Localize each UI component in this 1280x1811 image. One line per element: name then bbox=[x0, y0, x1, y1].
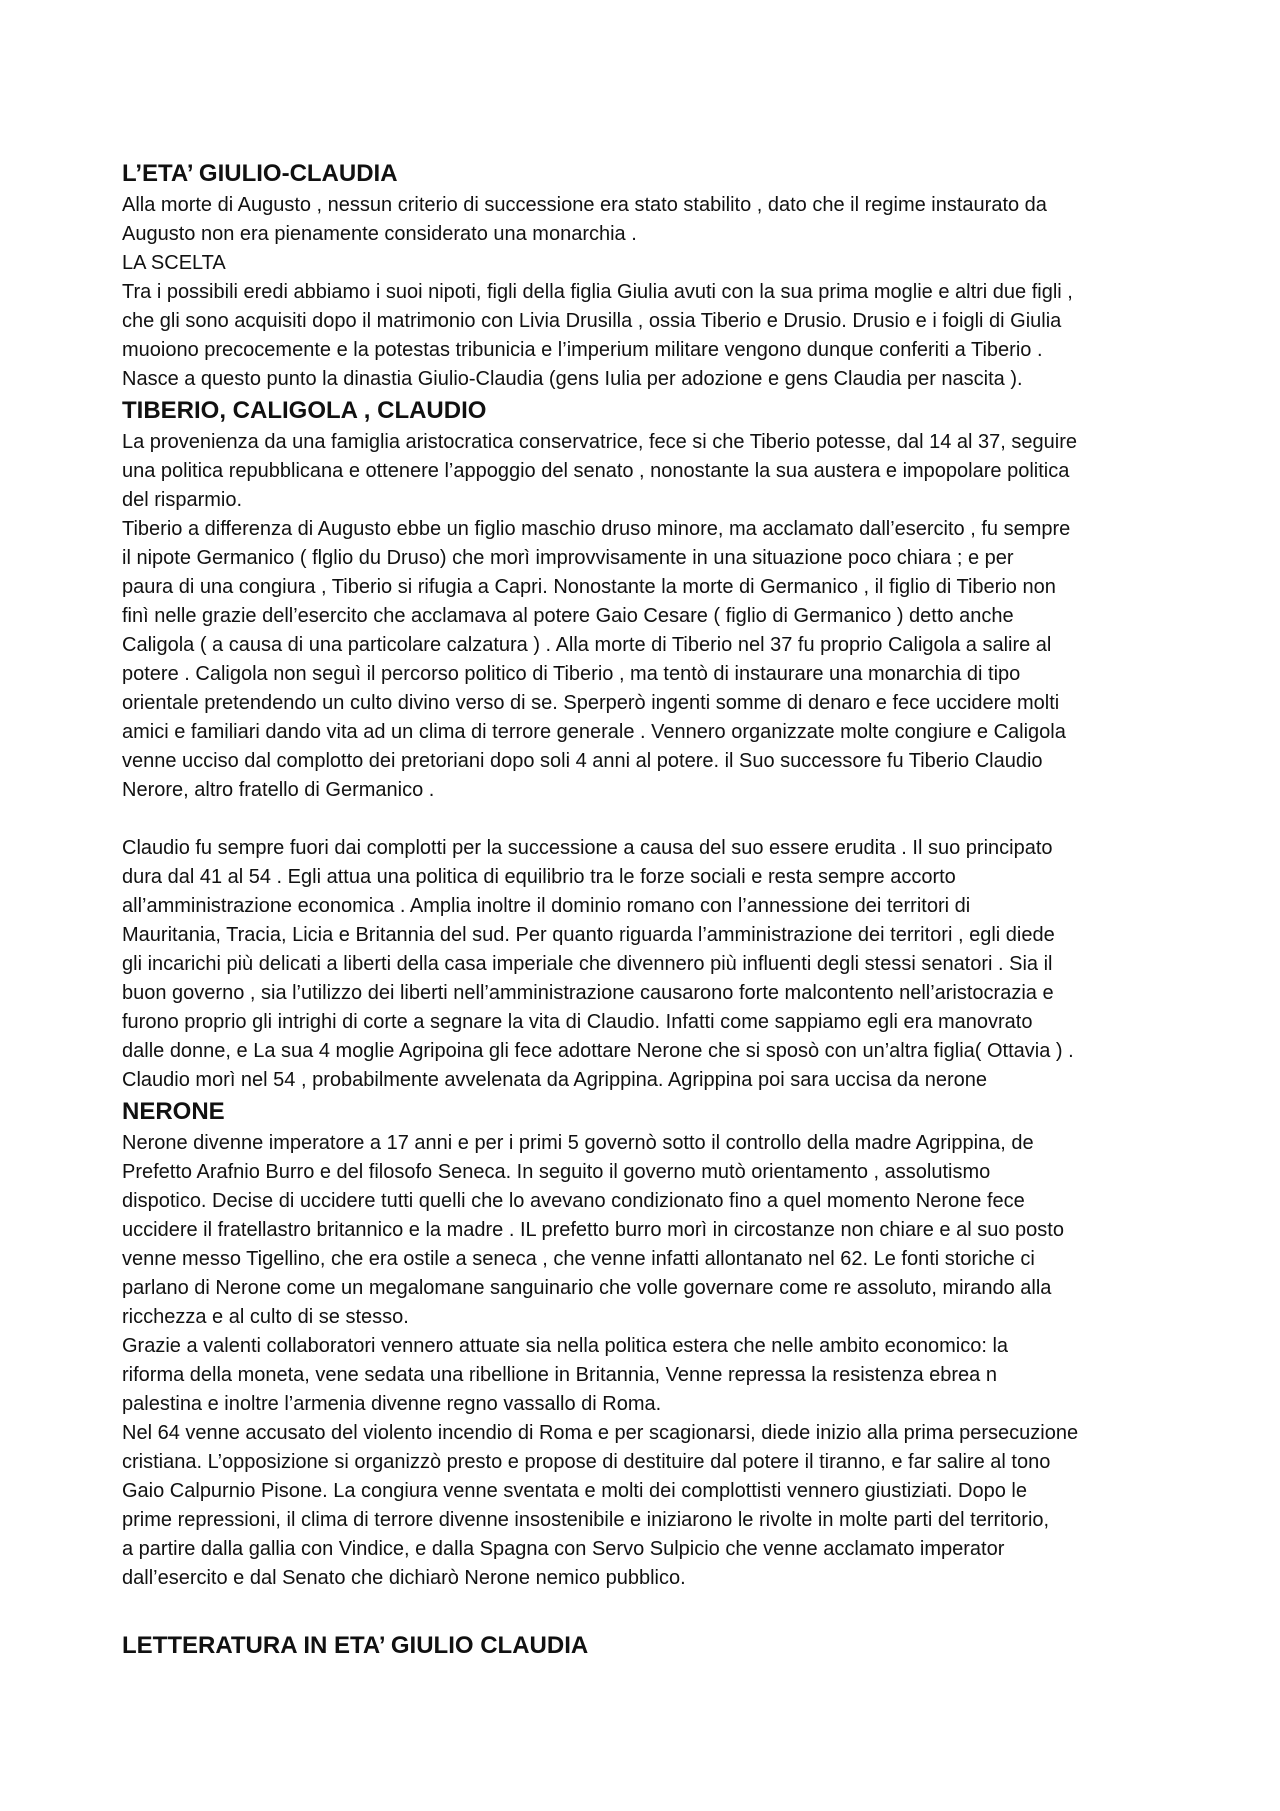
paragraph-line: una politica repubblicana e ottenere l’appoggio del senato , nonostante la sua austera e impopolare politica bbox=[122, 460, 1070, 482]
paragraph-line: dura dal 41 al 54 . Egli attua una politica di equilibrio tra le forze sociali e resta sempre accorto bbox=[122, 866, 956, 888]
paragraph-line: Claudio fu sempre fuori dai complotti per la successione a causa del suo essere erudita . Il suo principato bbox=[122, 837, 1053, 859]
paragraph-line: uccidere il fratellastro britannico e la madre . IL prefetto burro morì in circostanze non chiare e al suo posto bbox=[122, 1219, 1064, 1241]
paragraph-line: venne ucciso dal complotto dei pretoriani dopo soli 4 anni al potere. il Suo successore fu Tiberio Claudio bbox=[122, 750, 1043, 772]
paragraph-line: a partire dalla gallia con Vindice, e dalla Spagna con Servo Sulpicio che venne acclamato imperator bbox=[122, 1538, 1005, 1560]
paragraph-line: Tiberio a differenza di Augusto ebbe un figlio maschio druso minore, ma acclamato dall’esercito , fu sempre bbox=[122, 518, 1071, 540]
paragraph-line: ricchezza e al culto di se stesso. bbox=[122, 1306, 409, 1328]
paragraph-line: Caligola ( a causa di una particolare calzatura ) . Alla morte di Tiberio nel 37 fu proprio Caligola a salire al bbox=[122, 634, 1052, 656]
paragraph-line: Tra i possibili eredi abbiamo i suoi nipoti, figli della figlia Giulia avuti con la sua prima moglie e altri due figli , bbox=[122, 281, 1073, 303]
paragraph-line: del risparmio. bbox=[122, 489, 243, 511]
paragraph-line: Nerore, altro fratello di Germanico . bbox=[122, 779, 435, 801]
paragraph-line: potere . Caligola non seguì il percorso politico di Tiberio , ma tentò di instaurare una monarchia di tipo bbox=[122, 663, 1021, 685]
paragraph-line: il nipote Germanico ( flglio du Druso) che morì improvvisamente in una situazione poco chiara ; e per bbox=[122, 547, 1014, 569]
paragraph-line: furono proprio gli intrighi di corte a segnare la vita di Claudio. Infatti come sappiamo egli era manovrato bbox=[122, 1011, 1033, 1033]
paragraph-line: paura di una congiura , Tiberio si rifugia a Capri. Nonostante la morte di Germanico , il figlio di Tiberio non bbox=[122, 576, 1056, 598]
paragraph-line: dalle donne, e La sua 4 moglie Agripoina gli fece adottare Nerone che si sposò con un’altra figlia( Ottavia ) . bbox=[122, 1040, 1074, 1062]
section-heading-tiberio-caligola-claudio: TIBERIO, CALIGOLA , CLAUDIO bbox=[122, 397, 487, 424]
paragraph-line: riforma della moneta, vene sedata una ribellione in Britannia, Venne repressa la resistenza ebrea n bbox=[122, 1364, 997, 1386]
section-heading-letteratura: LETTERATURA IN ETA’ GIULIO CLAUDIA bbox=[122, 1632, 589, 1659]
paragraph-line: Nerone divenne imperatore a 17 anni e per i primi 5 governò sotto il controllo della madre Agrippina, de bbox=[122, 1132, 1034, 1154]
paragraph-line: dispotico. Decise di uccidere tutti quelli che lo avevano condizionato fino a quel momento Nerone fece bbox=[122, 1190, 1025, 1212]
paragraph-line: cristiana. L’opposizione si organizzò presto e propose di destituire dal potere il tiranno, e far salire al tono bbox=[122, 1451, 1051, 1473]
paragraph-line: finì nelle grazie dell’esercito che acclamava al potere Gaio Cesare ( figlio di Germanico ) detto anche bbox=[122, 605, 1014, 627]
paragraph-line: Mauritania, Tracia, Licia e Britannia del sud. Per quanto riguarda l’amministrazione dei territori , egli diede bbox=[122, 924, 1055, 946]
paragraph-line: dall’esercito e dal Senato che dichiarò Nerone nemico pubblico. bbox=[122, 1567, 686, 1589]
paragraph-line: Grazie a valenti collaboratori vennero attuate sia nella politica estera che nelle ambito economico: la bbox=[122, 1335, 1009, 1357]
paragraph-line: che gli sono acquisiti dopo il matrimonio con Livia Drusilla , ossia Tiberio e Drusio. Drusio e i foigli di Giulia bbox=[122, 310, 1062, 332]
paragraph-line: muoiono precocemente e la potestas tribunicia e l’imperium militare vengono dunque conferiti a Tiberio . bbox=[122, 339, 1043, 361]
blank-line bbox=[122, 805, 1172, 834]
paragraph-line: Nel 64 venne accusato del violento incendio di Roma e per scagionarsi, diede inizio alla prima persecuzione bbox=[122, 1422, 1079, 1444]
paragraph-line: gli incarichi più delicati a liberti della casa imperiale che divennero più influenti degli stessi senatori . Sia il bbox=[122, 953, 1053, 975]
document-page bbox=[122, 155, 1172, 1663]
paragraph-line: venne messo Tigellino, che era ostile a seneca , che venne infatti allontanato nel 62. Le fonti storiche ci bbox=[122, 1248, 1035, 1270]
paragraph-line: prime repressioni, il clima di terrore divenne insostenibile e iniziarono le rivolte in molte parti del territorio, bbox=[122, 1509, 1050, 1531]
paragraph-line: Alla morte di Augusto , nessun criterio di successione era stato stabilito , dato che il regime instaurato da bbox=[122, 194, 1047, 216]
subheading-la-scelta: LA SCELTA bbox=[122, 252, 226, 274]
blank-line bbox=[122, 1593, 1172, 1629]
paragraph-line: amici e familiari dando vita ad un clima di terrore generale . Vennero organizzate molte congiure e Caligola bbox=[122, 721, 1066, 743]
paragraph-line: palestina e inoltre l’armenia divenne regno vassallo di Roma. bbox=[122, 1393, 662, 1415]
paragraph-line: Claudio morì nel 54 , probabilmente avvelenata da Agrippina. Agrippina poi sara uccisa da nerone bbox=[122, 1069, 987, 1091]
section-heading-nerone: NERONE bbox=[122, 1098, 225, 1125]
paragraph-line: buon governo , sia l’utilizzo dei liberti nell’amministrazione causarono forte malcontento nell’aristocrazia e bbox=[122, 982, 1054, 1004]
paragraph-line: parlano di Nerone come un megalomane sanguinario che volle governare come re assoluto, mirando alla bbox=[122, 1277, 1052, 1299]
paragraph-line: all’amministrazione economica . Amplia inoltre il dominio romano con l’annessione dei territori di bbox=[122, 895, 971, 917]
section-heading-eta-giulio-claudia: L’ETA’ GIULIO-CLAUDIA bbox=[122, 160, 398, 187]
paragraph-line: Prefetto Arafnio Burro e del filosofo Seneca. In seguito il governo mutò orientamento , assolutismo bbox=[122, 1161, 991, 1183]
paragraph-line: La provenienza da una famiglia aristocratica conservatrice, fece si che Tiberio potesse, dal 14 al 37, seguire bbox=[122, 431, 1077, 453]
paragraph-line: Gaio Calpurnio Pisone. La congiura venne sventata e molti dei complottisti vennero giustiziati. Dopo le bbox=[122, 1480, 1027, 1502]
paragraph-line: Nasce a questo punto la dinastia Giulio-Claudia (gens Iulia per adozione e gens Claudia per nascita ). bbox=[122, 368, 1023, 390]
paragraph-line: orientale pretendendo un culto divino verso di se. Sperperò ingenti somme di denaro e fece uccidere molti bbox=[122, 692, 1060, 714]
paragraph-line: Augusto non era pienamente considerato una monarchia . bbox=[122, 223, 637, 245]
